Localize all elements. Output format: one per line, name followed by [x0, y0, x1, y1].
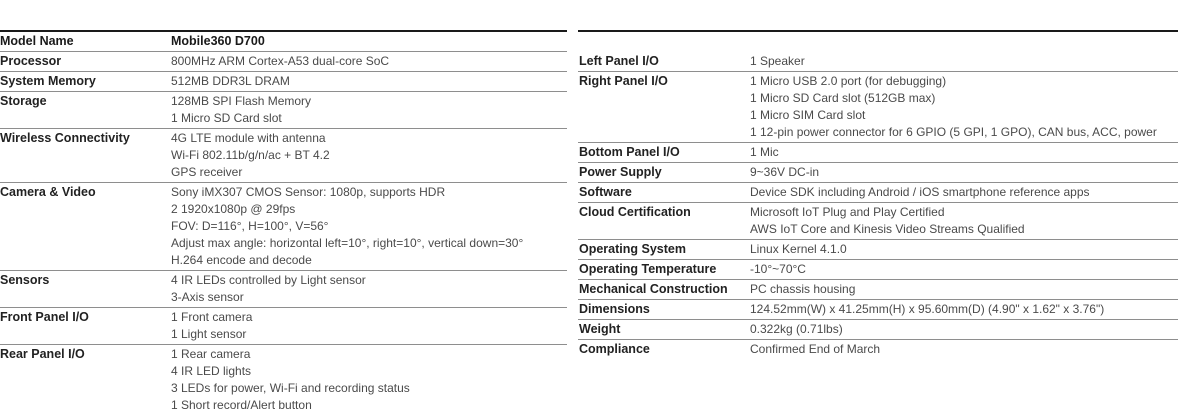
spec-value: 1 Rear camera — [171, 347, 251, 361]
spec-values — [750, 72, 1157, 142]
spec-value: 124.52mm(W) x 41.25mm(H) x 95.60mm(D) (4.90" x 1.62" x 3.76") — [750, 302, 1105, 316]
spec-label: Front Panel I/O — [0, 310, 89, 324]
spec-label: System Memory — [0, 74, 96, 88]
spec-label: Weight — [579, 322, 621, 336]
spec-value: 1 Short record/Alert button — [171, 398, 312, 412]
spec-label: Right Panel I/O — [579, 74, 668, 88]
spec-value: 1 Micro SIM Card slot — [750, 108, 866, 122]
spec-values — [171, 32, 265, 51]
spec-label: Left Panel I/O — [579, 54, 659, 68]
spec-value: 1 Micro SD Card slot (512GB max) — [750, 91, 936, 105]
spec-row-weight — [578, 320, 1178, 340]
spec-value: 512MB DDR3L DRAM — [171, 74, 290, 88]
spec-row-model-name — [0, 32, 567, 52]
spec-value: 0.322kg (0.71lbs) — [750, 322, 843, 336]
spec-row-front-panel-i-o — [0, 308, 567, 345]
spec-values — [171, 129, 330, 182]
spec-label: Power Supply — [579, 165, 662, 179]
spec-values — [750, 340, 880, 359]
spec-label: Bottom Panel I/O — [579, 145, 680, 159]
spec-value: 1 Micro USB 2.0 port (for debugging) — [750, 74, 947, 88]
spec-row-camera-video — [0, 183, 567, 271]
spec-row-system-memory — [0, 72, 567, 92]
spec-label: Wireless Connectivity — [0, 131, 130, 145]
spec-values — [171, 52, 389, 71]
spec-row-wireless-connectivity — [0, 129, 567, 183]
spec-value: 800MHz ARM Cortex-A53 dual-core SoC — [171, 54, 390, 68]
spec-row-right-panel-i-o — [578, 72, 1178, 143]
spec-row-software — [578, 183, 1178, 203]
spec-value: 2 1920x1080p @ 29fps — [171, 202, 296, 216]
spec-value: Confirmed End of March — [750, 342, 881, 356]
spec-label: Rear Panel I/O — [0, 347, 85, 361]
spec-row-processor — [0, 52, 567, 72]
spec-values — [750, 183, 1090, 202]
spec-values — [750, 203, 1025, 239]
spec-value: AWS IoT Core and Kinesis Video Streams Qualified — [750, 222, 1025, 236]
spec-value: 128MB SPI Flash Memory — [171, 94, 312, 108]
spec-label: Operating System — [579, 242, 686, 256]
spec-value: Device SDK including Android / iOS smartphone reference apps — [750, 185, 1090, 199]
spec-value: 1 Speaker — [750, 54, 805, 68]
spec-label: Model Name — [0, 34, 74, 48]
spec-values — [750, 280, 855, 299]
spec-label: Software — [579, 185, 632, 199]
spec-row-mechanical-construction — [578, 280, 1178, 300]
spec-label: Dimensions — [579, 302, 650, 316]
spec-row-dimensions — [578, 300, 1178, 320]
spec-row-operating-system — [578, 240, 1178, 260]
spec-label: Sensors — [0, 273, 50, 287]
spec-values — [171, 183, 523, 270]
spec-value: 3-Axis sensor — [171, 290, 244, 304]
spec-row-power-supply — [578, 163, 1178, 183]
spec-row-operating-temperature — [578, 260, 1178, 280]
spec-value: 1 12-pin power connector for 6 GPIO (5 GPI, 1 GPO), CAN bus, ACC, power — [750, 125, 1157, 139]
spec-row-left-panel-i-o — [578, 52, 1178, 72]
spec-values — [750, 300, 1104, 319]
spec-value: 1 Mic — [750, 145, 779, 159]
spec-value: Mobile360 D700 — [171, 34, 265, 48]
spec-row-bottom-panel-i-o — [578, 143, 1178, 163]
spec-value: Linux Kernel 4.1.0 — [750, 242, 847, 256]
spec-values — [750, 52, 805, 71]
table-spacer — [578, 32, 1178, 52]
spec-values — [171, 92, 311, 128]
spec-row-cloud-certification — [578, 203, 1178, 240]
spec-label: Camera & Video — [0, 185, 96, 199]
spec-label: Storage — [0, 94, 47, 108]
spec-values — [750, 143, 779, 162]
spec-value: Wi-Fi 802.11b/g/n/ac + BT 4.2 — [171, 148, 330, 162]
spec-row-rear-panel-i-o — [0, 345, 567, 415]
spec-values — [171, 345, 410, 415]
spec-row-compliance — [578, 340, 1178, 359]
spec-value: 4 IR LED lights — [171, 364, 252, 378]
spec-value: GPS receiver — [171, 165, 243, 179]
spec-label: Mechanical Construction — [579, 282, 728, 296]
spec-values — [171, 72, 290, 91]
spec-value: PC chassis housing — [750, 282, 856, 296]
spec-value: Microsoft IoT Plug and Play Certified — [750, 205, 945, 219]
spec-value: 4G LTE module with antenna — [171, 131, 326, 145]
spec-table-right — [578, 30, 1178, 359]
spec-value: 1 Micro SD Card slot — [171, 111, 282, 125]
spec-label: Operating Temperature — [579, 262, 717, 276]
spec-values — [750, 320, 843, 339]
spec-value: 3 LEDs for power, Wi-Fi and recording status — [171, 381, 410, 395]
spec-label: Processor — [0, 54, 62, 68]
spec-value: 1 Light sensor — [171, 327, 247, 341]
spec-row-storage — [0, 92, 567, 129]
spec-values — [750, 260, 806, 279]
spec-value: Adjust max angle: horizontal left=10°, right=10°, vertical down=30° — [171, 236, 524, 250]
spec-values — [750, 240, 847, 259]
spec-value: Sony iMX307 CMOS Sensor: 1080p, supports HDR — [171, 185, 446, 199]
spec-value: FOV: D=116°, H=100°, V=56° — [171, 219, 329, 233]
spec-label: Cloud Certification — [579, 205, 691, 219]
spec-values — [171, 271, 366, 307]
spec-table-left — [0, 30, 567, 415]
spec-row-sensors — [0, 271, 567, 308]
spec-label: Compliance — [579, 342, 650, 356]
spec-values — [171, 308, 252, 344]
spec-value: 9~36V DC-in — [750, 165, 820, 179]
spec-value: H.264 encode and decode — [171, 253, 312, 267]
spec-value: -10°~70°C — [750, 262, 806, 276]
spec-values — [750, 163, 819, 182]
spec-value: 4 IR LEDs controlled by Light sensor — [171, 273, 366, 287]
spec-value: 1 Front camera — [171, 310, 253, 324]
